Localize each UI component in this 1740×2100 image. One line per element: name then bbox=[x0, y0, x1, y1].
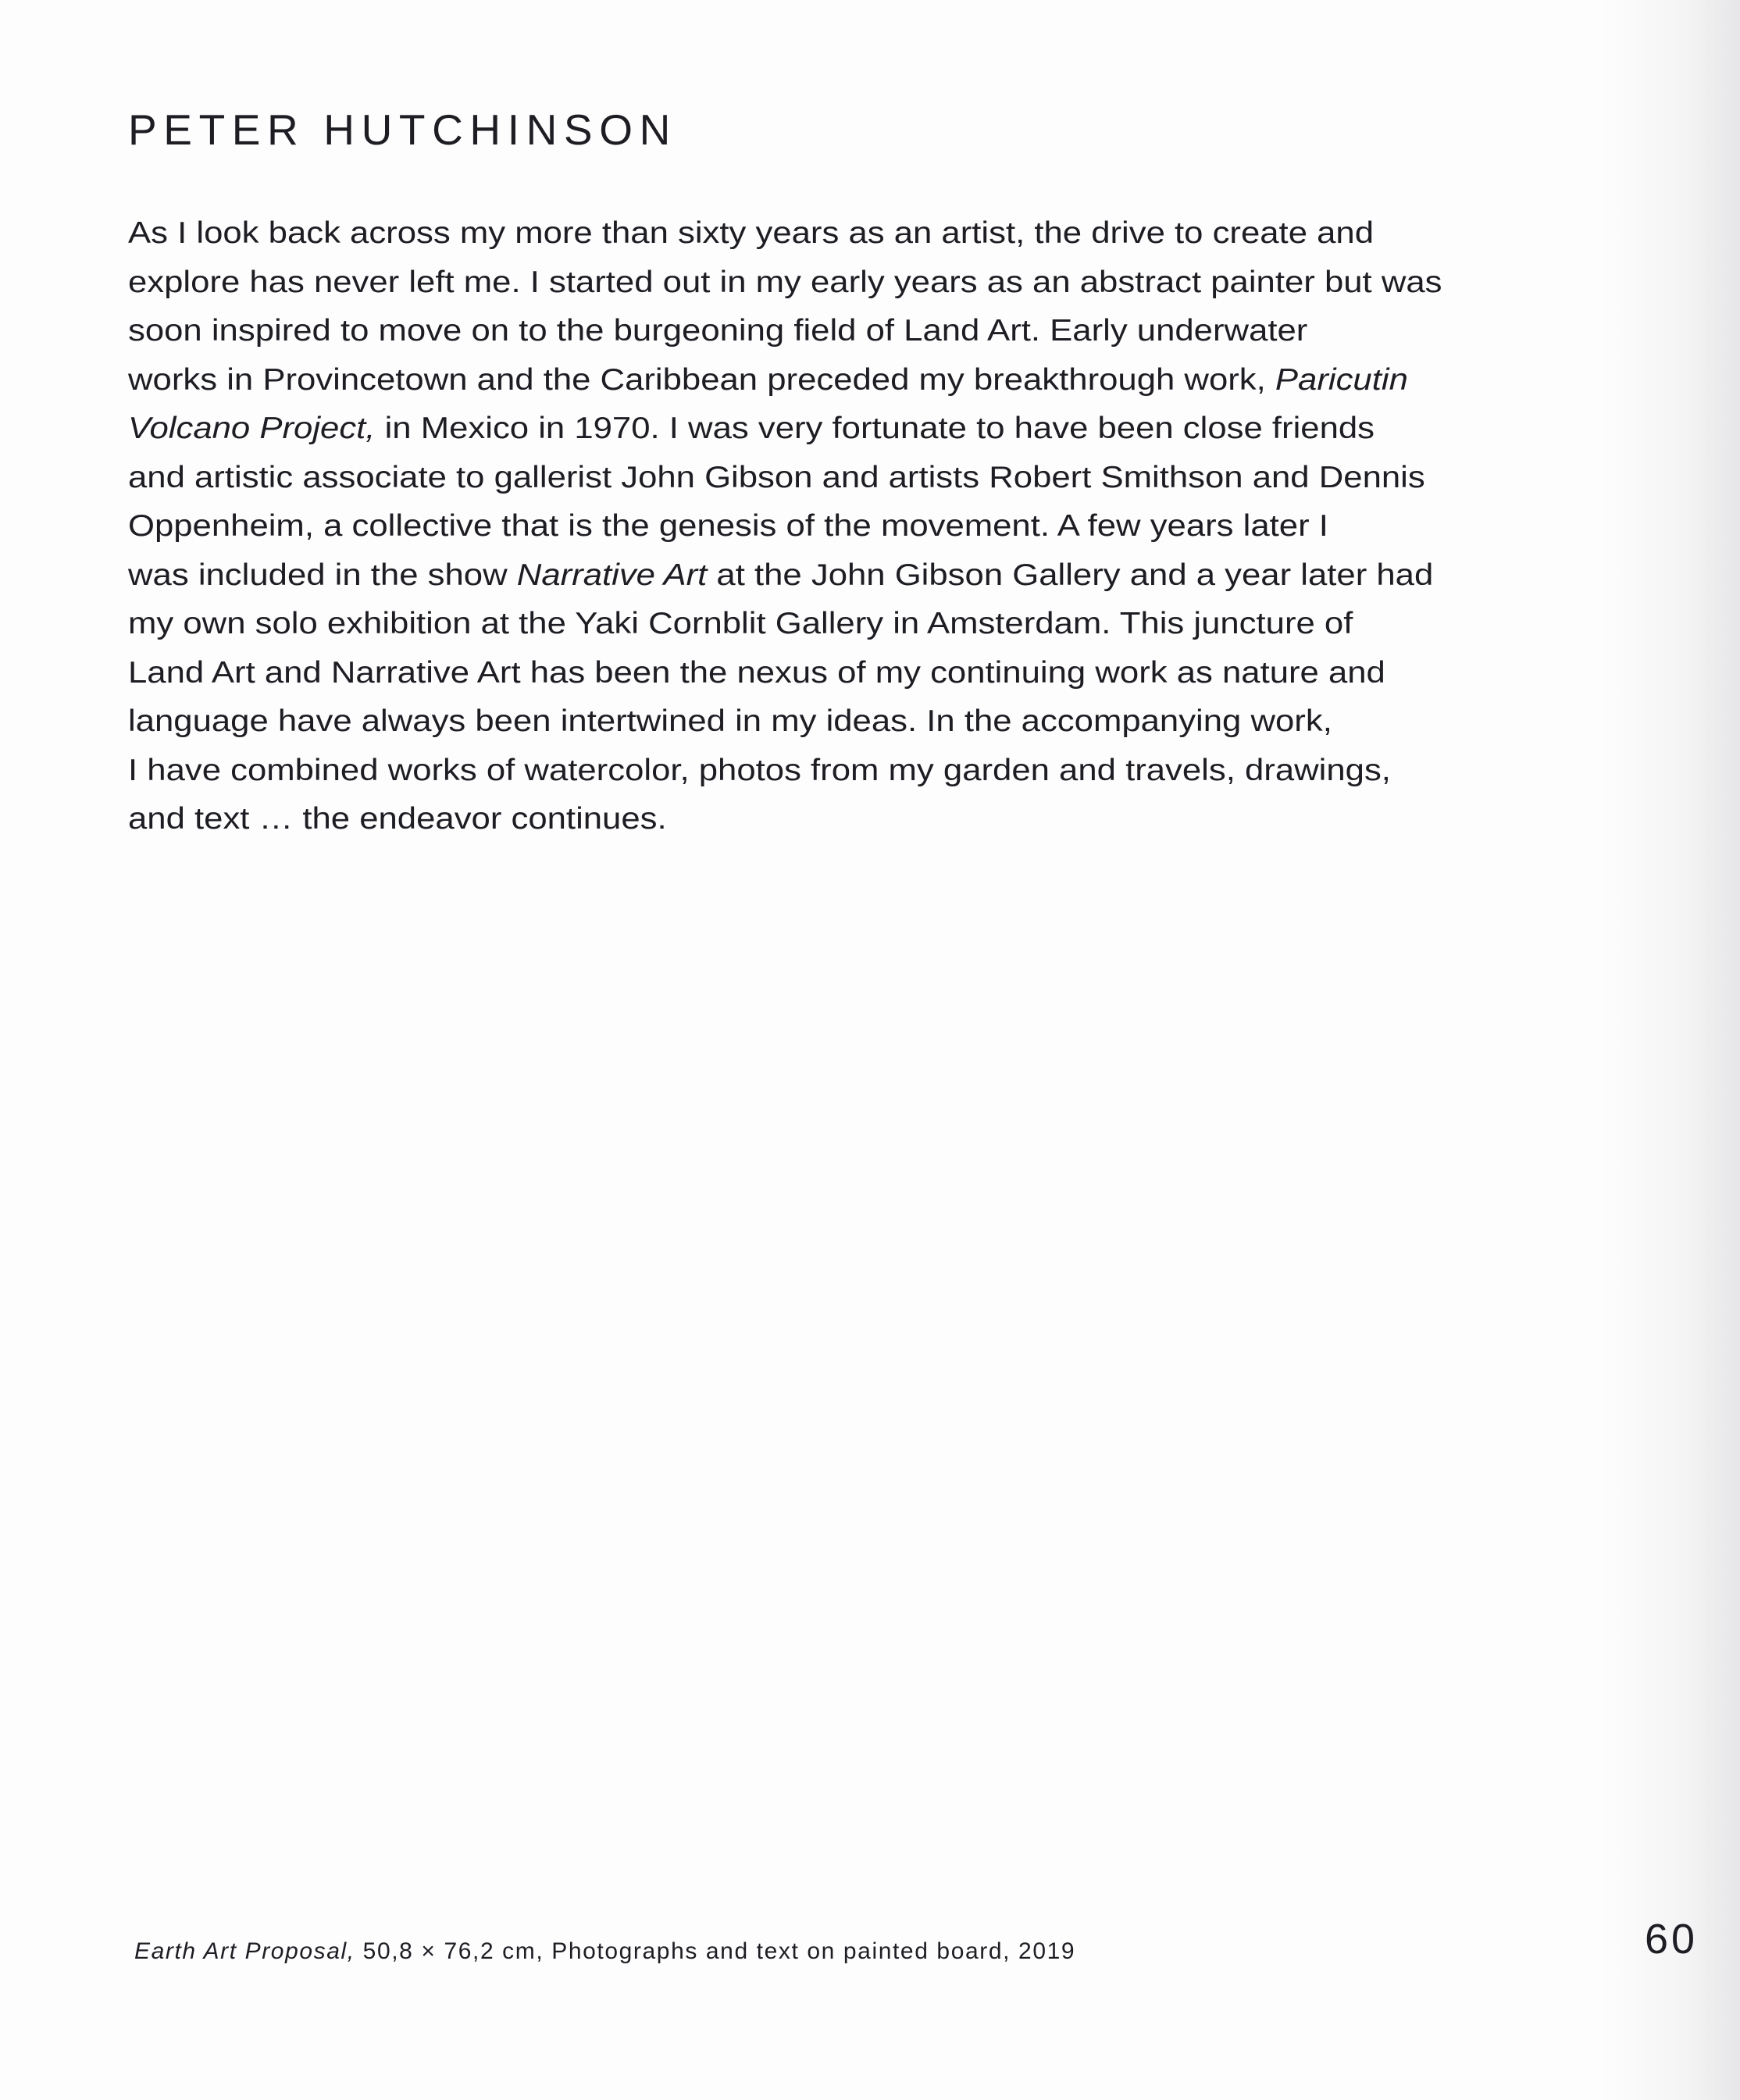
statement-line bbox=[128, 697, 1495, 747]
artwork-title-italic: Volcano Project, bbox=[128, 412, 376, 445]
statement-text: in Mexico in 1970. I was very fortunate to have been close friends bbox=[375, 412, 1375, 445]
statement-text: and artistic associate to gallerist John Gibson and artists Robert Smithson and Dennis bbox=[128, 460, 1425, 494]
caption-details: 50,8 × 76,2 cm, Photographs and text on painted board, 2019 bbox=[355, 1938, 1076, 1964]
artist-statement bbox=[128, 209, 1495, 844]
statement-line bbox=[128, 209, 1495, 258]
statement-line bbox=[128, 600, 1495, 649]
artwork-title-italic: Paricutin bbox=[1275, 362, 1408, 397]
statement-text: was included in the show bbox=[128, 558, 517, 592]
statement-text: Land Art and Narrative Art has been the nexus of my continuing work as nature and bbox=[128, 655, 1385, 690]
statement-line bbox=[128, 551, 1495, 601]
statement-line bbox=[128, 454, 1495, 503]
statement-line bbox=[128, 795, 1495, 844]
artist-name-heading: PETER HUTCHINSON bbox=[128, 105, 677, 154]
statement-text: soon inspired to move on to the burgeoning field of Land Art. Early underwater bbox=[128, 314, 1308, 348]
page-number: 60 bbox=[1645, 1916, 1699, 1963]
caption-artwork-title: Earth Art Proposal, bbox=[134, 1938, 355, 1964]
statement-line bbox=[128, 649, 1495, 698]
statement-text: I have combined works of watercolor, photos from my garden and travels, drawings, bbox=[128, 753, 1391, 787]
exhibition-title-italic: Narrative Art bbox=[516, 558, 708, 592]
statement-text: and text … the endeavor continues. bbox=[128, 802, 667, 836]
artwork-caption bbox=[134, 1940, 1075, 1963]
statement-text: Oppenheim, a collective that is the genesis of the movement. A few years later I bbox=[128, 509, 1328, 543]
statement-text: explore has never left me. I started out in my early years as an abstract painter but was bbox=[128, 265, 1442, 299]
statement-line bbox=[128, 747, 1495, 796]
statement-text: my own solo exhibition at the Yaki Cornblit Gallery in Amsterdam. This juncture of bbox=[128, 607, 1353, 640]
statement-text: works in Provincetown and the Caribbean preceded my breakthrough work, bbox=[128, 362, 1275, 397]
statement-text: at the John Gibson Gallery and a year later had bbox=[707, 558, 1434, 592]
statement-text: As I look back across my more than sixty years as an artist, the drive to create and bbox=[128, 216, 1375, 250]
statement-line bbox=[128, 405, 1495, 454]
statement-text: language have always been intertwined in my ideas. In the accompanying work, bbox=[128, 704, 1332, 738]
statement-line bbox=[128, 307, 1495, 356]
statement-line bbox=[128, 502, 1495, 551]
statement-line bbox=[128, 258, 1495, 308]
statement-line bbox=[128, 356, 1495, 405]
